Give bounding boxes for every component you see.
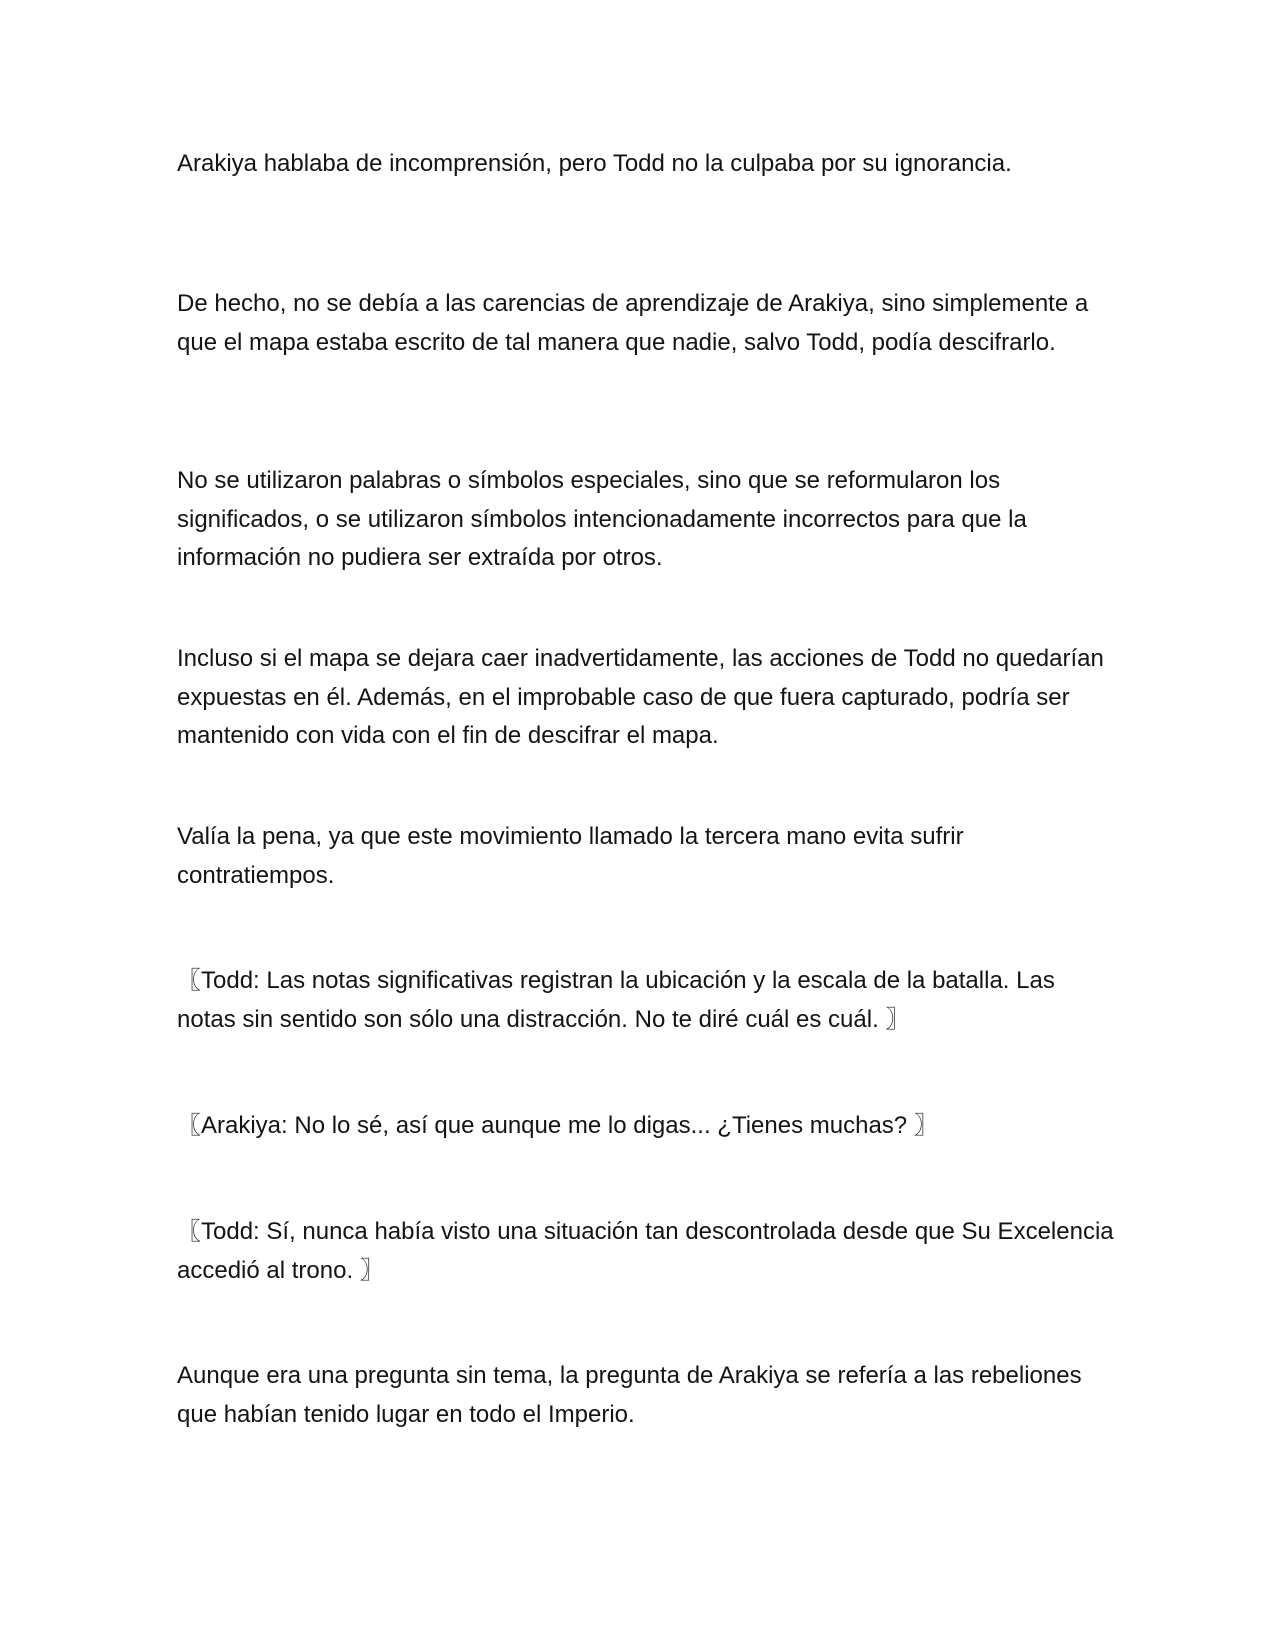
dialogue-arakiya: 〖Arakiya: No lo sé, así que aunque me lo digas... ¿Tienes muchas? 〗 <box>177 1112 938 1139</box>
paragraph-2: De hecho, no se debía a las carencias de aprendizaje de Arakiya, sino simplemente a que el mapa estaba escrito de tal manera que nadie, salvo Todd, podía descifrarlo. <box>177 290 1089 356</box>
paragraph-3: No se utilizaron palabras o símbolos especiales, sino que se reformularon los significados, o se utilizaron símbolos intencionadamente incorrectos para que la información no pudiera ser extraída por otros. <box>177 467 1027 571</box>
paragraph-5: Valía la pena, ya que este movimiento llamado la tercera mano evita sufrir contratiempos. <box>177 823 964 889</box>
paragraph-1: Arakiya hablaba de incomprensión, pero Todd no la culpaba por su ignorancia. <box>177 150 1012 177</box>
dialogue-todd-1: 〖Todd: Las notas significativas registran la ubicación y la escala de la batalla. Las notas sin sentido son sólo una distracción. No te diré cuál es cuál. 〗 <box>177 967 1055 1033</box>
paragraph-4: Incluso si el mapa se dejara caer inadvertidamente, las acciones de Todd no quedarían expuestas en él. Además, en el improbable caso de que fuera capturado, podría ser mantenido con vida con el fin de descifrar el mapa. <box>177 645 1104 749</box>
paragraph-9: Aunque era una pregunta sin tema, la pregunta de Arakiya se refería a las rebeliones que habían tenido lugar en todo el Imperio. <box>177 1362 1082 1428</box>
dialogue-todd-2: 〖Todd: Sí, nunca había visto una situación tan descontrolada desde que Su Excelencia accedió al trono. 〗 <box>177 1218 1114 1284</box>
